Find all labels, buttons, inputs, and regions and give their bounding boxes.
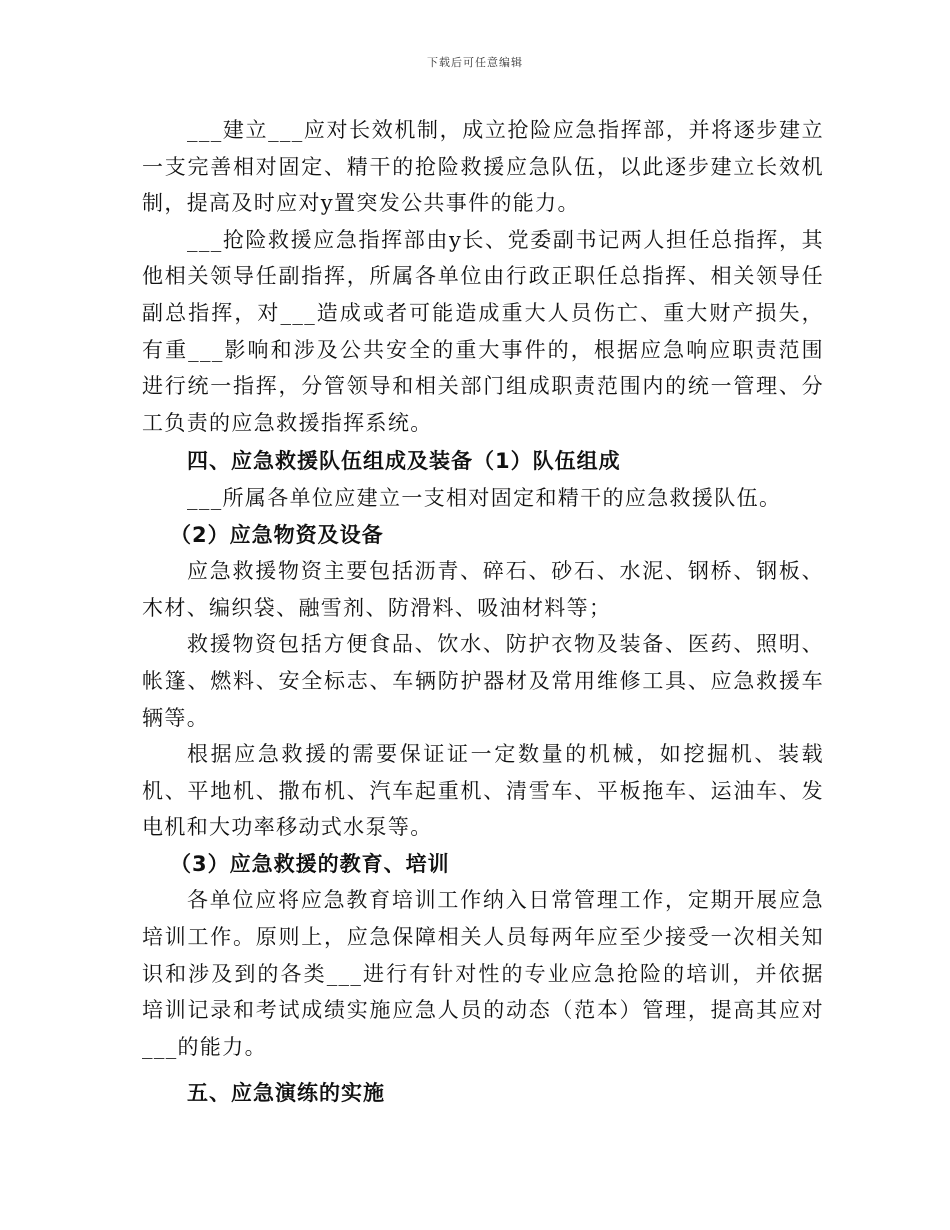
subheading-training: （3）应急救援的教育、培训 (170, 851, 450, 876)
section-heading-rescue-team: 四、应急救援队伍组成及装备（1）队伍组成 (187, 449, 621, 474)
section-heading-drill: 五、应急演练的实施 (187, 1081, 385, 1106)
paragraph-mechanism: ___建立___应对长效机制，成立抢险应急指挥部，并将逐步建立一支完善相对固定、精干的抢险救援应急队伍，以此逐步建立长效机制，提高及时应对y置突发公共事件的能力。 (142, 118, 824, 216)
paragraph-materials: 应急救援物资主要包括沥青、碎石、砂石、水泥、钢桥、钢板、木材、编织袋、融雪剂、防滑料、吸油材料等； (142, 559, 824, 620)
paragraph-training: 各单位应将应急教育培训工作纳入日常管理工作，定期开展应急培训工作。原则上，应急保障相关人员每两年应至少接受一次相关知识和涉及到的各类___进行有针对性的专业应急抢险的培训，并依据培训记录和考试成绩实施应急人员的动态（范本）管理，提高其应对___的能力。 (142, 888, 824, 1059)
paragraph-team-formation: ___所属各单位应建立一支相对固定和精干的应急救援队伍。 (187, 485, 782, 510)
paragraph-command-structure: ___抢险救援应急指挥部由y长、党委副书记两人担任总指挥，其他相关领导任副指挥，所属各单位由行政正职任总指挥、相关领导任副总指挥，对___造成或者可能造成重大人员伤亡、重大财产损失，有重___影响和涉及公共安全的重大事件的，根据应急响应职责范围进行统一指挥，分管领导和相关部门组成职责范围内的统一管理、分工负责的应急救援指挥系统。 (142, 227, 824, 435)
subheading-equipment: （2）应急物资及设备 (170, 522, 384, 547)
paragraph-machinery: 根据应急救援的需要保证证一定数量的机械，如挖掘机、装载机、平地机、撒布机、汽车起重机、清雪车、平板拖车、运油车、发电机和大功率移动式水泵等。 (142, 742, 824, 840)
document-body (142, 112, 824, 1112)
paragraph-supplies: 救援物资包括方便食品、饮水、防护衣物及装备、医药、照明、帐篷、燃料、安全标志、车辆防护器材及常用维修工具、应急救援车辆等。 (142, 632, 824, 730)
page-header: 下载后可任意编辑 (427, 56, 523, 69)
